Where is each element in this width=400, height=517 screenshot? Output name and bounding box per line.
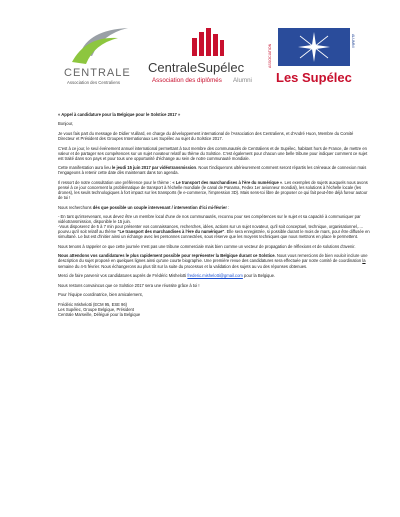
letter-title: « Appel à candidature pour la Belgique pour le Solstice 2017 » [58,112,181,117]
centralesupelec-emblem-icon [148,28,263,58]
logo-header [0,0,400,100]
signature-role-centrale: Centrale Marseille, Délégué pour la Belgique [58,311,141,317]
search-deadline: dès que possible un couple intervenant / intervention d'ici mi-février [92,204,227,210]
paragraph-event-description: C'est à ce jour, le seul événement annuel international permettant à tout membre des communautés de Centraliens et de Supélec, habitant hors de France, de mettre en valeur et de partager ses compétences sur un sujet novateur relatif au thème du Solstice. C'est également pour chacun une belle tribune pour indiquer comment ce sujet est traité dans son pays et pour tous une opportunité d'échange au sein de notre communauté mondiale. [58,145,368,161]
centrale-logo [58,24,140,92]
paragraph-contact: Merci de faire parvenir vos candidatures auprès de Frédéric Mishelotti frederic.mishelotti@gmail.com pour la Belgique. [58,273,276,279]
centrale-name: CENTRALE [64,67,131,79]
signature-name: Frédéric Mishelotti (ECM 95, ESE 96) [58,301,128,307]
paragraph-reminder: Nous tenons à rappeler ce que cette journée n'est pas une tribune commerciale mais bien comme un vecteur de propagation de réflexions et de solutions d'avenir. [58,243,356,249]
applications-call: Nous attendons vos candidatures le plus rapidement possible pour représenter la Belgique durant ce Solstice. [58,253,276,259]
supelec-star-emblem-icon [270,28,356,76]
centrale-subtitle: Association des Centraliens [67,80,121,85]
theme-title-repeat: "Le transport des marchandises à l'ère du numérique" [117,229,225,235]
centralesupelec-alumni-logo [148,28,263,94]
signature-block [58,302,370,317]
letter-body [58,112,370,317]
supelec-alumni-label: ALUMNI [351,34,355,48]
paragraph-applications: Nous attendons vos candidatures le plus rapidement possible pour représenter la Belgique durant ce Solstice. Nous vous remercions de bien vouloir inclure une description du sujet proposé en quelques lignes ainsi qu'une courte biographie. Une première revue des candidatures sera effectuée par notre comité de coordination la semaine du 4-5 février. Nous échangerons au plus tôt sur la suite du processus et la validation des sujets au vu des réponses obtenues. [58,253,368,269]
contact-email-link[interactable]: frederic.mishelotti@gmail.com [187,273,243,279]
centralesupelec-subtitle: Association des diplômés [152,77,222,84]
centralesupelec-name: CentraleSupélec [148,60,245,75]
paragraph-speaker-requirements: - En tant qu'intervenant, vous devez être un membre local d'une de nos communautés, reconnu pour ses compétences sur le sujet et sa capacité à communiquer par vidéotransmission, disponible le 15 juin. -Vous disposerez de 5 à 7 min pour présenter vos connaissances, recherches, idées, actions sur un sujet novateur, qu'il soit conceptuel, technique, organisationnel,…. pourvu qu'il soit relatif au thème "Le transport des marchandises à l'ère du numérique". Elle sera enregistrée, si possible durant le mois de mars, pour être diffusée en simultané. Le but est d'initier ainsi un échange avec les personnes connectées, sous réserve que les moyens techniques que nous mettrons en place le permettent. [58,214,370,240]
event-date: le jeudi 15 juin 2017 par vidéotransmission [111,165,197,171]
paragraph-theme: Il ressort de notre consultation une préférence pour le thème : « Le transport des marchandises à l'ère du numérique ». Les exemples de sujets auxquels nous avons pensé à ce jour concernent la problématique de transport à l'échelle mondiale (le canal de Panama, Fedex 1er avionneur mondial), les solutions à l'échelle locale (les drones), les seuls technologiques à fort impact sur les transports (le e-commerce, l'impression 3D). Mais sens-toi libre de proposer ce qui fait peut-être déjà fureur autour de toi ! [58,179,368,201]
theme-title: « Le transport des marchandises à l'ère du numérique » [172,179,283,185]
paragraph-intro: Je vous fais part du message de Didier Vuillard, en charge du développement international de l'Association des Centraliens, et d'André Huon, Membre du Comité Directeur et Président des Groupes Internationaux Les Supélec au sujet du Solstice 2017. [58,130,354,142]
paragraph-closing: Nous restons convaincus que ce Solstice 2017 sera une réussite grâce à toi ! [58,282,200,288]
supelec-association-label: ASSOCIATION [268,43,272,68]
signature-role-supelec: Les Supélec, Groupe Belgique, Président [58,306,134,312]
sign-off: Pour l'équipe coordinatrice, bien amicalement, [58,292,143,298]
greeting: Bonjour, [58,121,74,127]
paragraph-search: Nous recherchons dès que possible un couple intervenant / intervention d'ici mi-février : [58,204,230,210]
centrale-emblem-icon [58,24,140,68]
les-supelec-logo [270,28,356,94]
les-supelec-name: Les Supélec [276,70,352,85]
paragraph-date: Cette manifestation aura lieu le jeudi 15 juin 2017 par vidéotransmission. Nous t'indiquerons ultérieurement comment seront répartis les créneaux de connexion mais t'engageons à retenir cette date dès maintenant dans ton agenda. [58,165,367,176]
centralesupelec-alumni: Alumni [233,77,252,84]
